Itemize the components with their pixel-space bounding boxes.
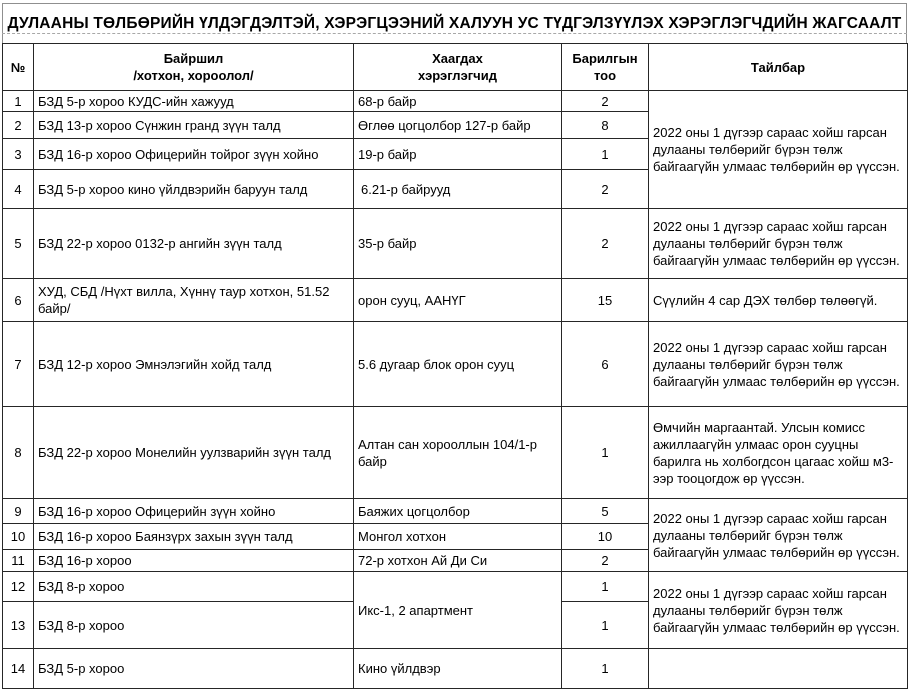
col-header-customers-line2: хэрэглэгчид <box>418 68 497 83</box>
cell-location: БЗД 5-р хороо КУДС-ийн хажууд <box>34 91 354 112</box>
col-header-location-line1: Байршил <box>163 51 224 66</box>
cell-customers: 68-р байр <box>354 91 562 112</box>
cell-no: 7 <box>3 322 34 407</box>
col-header-count <box>562 44 649 91</box>
cell-no: 14 <box>3 649 34 689</box>
header-row <box>3 44 908 91</box>
cell-count: 6 <box>562 322 649 407</box>
cell-remark-rows-12-13: 2022 оны 1 дүгээр сараас хойш гарсан дулааны төлбөрийг бүрэн төлж байгаагүйн улмаас төлбөрийн өр үүссэн. <box>649 572 908 649</box>
table-row <box>3 499 908 524</box>
cell-remark: Өмчийн маргаантай. Улсын комисс ажиллаагүйн улмаас орон сууцны барилга нь холбогдсон цагаас хойш м3-ээр тооцогдож өр үүссэн. <box>649 407 908 499</box>
col-header-no: № <box>3 44 34 91</box>
table-row <box>3 407 908 499</box>
table-row <box>3 209 908 279</box>
cell-count: 1 <box>562 602 649 649</box>
cell-customers: 19-р байр <box>354 139 562 170</box>
cell-no: 10 <box>3 524 34 550</box>
col-header-count-line2: тоо <box>593 68 617 83</box>
cell-customers: 72-р хотхон Ай Ди Си <box>354 550 562 572</box>
cell-no: 11 <box>3 550 34 572</box>
page-title: ДУЛААНЫ ТӨЛБӨРИЙН ҮЛДЭГДЭЛТЭЙ, ХЭРЭГЦЭЭНИЙ ХАЛУУН УС ТҮДГЭЛЗҮҮЛЭХ ХЭРЭГЛЭГЧДИЙН ЖАГСААЛТ <box>2 3 907 43</box>
cell-count: 1 <box>562 139 649 170</box>
cell-remark-rows-9-11: 2022 оны 1 дүгээр сараас хойш гарсан дулааны төлбөрийг бүрэн төлж байгаагүйн улмаас төлбөрийн өр үүссэн. <box>649 499 908 572</box>
cell-customers: 6.21-р байрууд <box>354 170 562 209</box>
col-header-customers-line1: Хаагдах <box>432 51 483 66</box>
cell-customers: 5.6 дугаар блок орон сууц <box>354 322 562 407</box>
cell-count: 10 <box>562 524 649 550</box>
cell-no: 1 <box>3 91 34 112</box>
table-row <box>3 279 908 322</box>
cell-customers: 35-р байр <box>354 209 562 279</box>
cell-count: 1 <box>562 407 649 499</box>
cell-customers-rows-12-13: Икс-1, 2 апартмент <box>354 572 562 649</box>
cell-customers: Алтан сан хорооллын 104/1-р байр <box>354 407 562 499</box>
cell-remark-empty <box>649 649 908 689</box>
cell-location: БЗД 16-р хороо Баянзүрх захын зүүн талд <box>34 524 354 550</box>
cell-count: 2 <box>562 209 649 279</box>
consumer-list-table <box>2 43 908 689</box>
cell-location: БЗД 5-р хороо кино үйлдвэрийн баруун талд <box>34 170 354 209</box>
cell-customers: Кино үйлдвэр <box>354 649 562 689</box>
col-header-remarks: Тайлбар <box>649 44 908 91</box>
cell-no: 8 <box>3 407 34 499</box>
cell-count: 2 <box>562 550 649 572</box>
cell-no: 9 <box>3 499 34 524</box>
cell-location: БЗД 22-р хороо 0132-р ангийн зүүн талд <box>34 209 354 279</box>
cell-count: 2 <box>562 91 649 112</box>
table-row <box>3 322 908 407</box>
cell-location: ХУД, СБД /Нүхт вилла, Хүннү таур хотхон, 51.52 байр/ <box>34 279 354 322</box>
cell-customers: Өглөө цогцолбор 127-р байр <box>354 112 562 139</box>
cell-customers: Баяжих цогцолбор <box>354 499 562 524</box>
cell-count: 15 <box>562 279 649 322</box>
cell-no: 12 <box>3 572 34 602</box>
cell-location: БЗД 16-р хороо Офицерийн зүүн хойно <box>34 499 354 524</box>
cell-location: БЗД 16-р хороо <box>34 550 354 572</box>
cell-location: БЗД 13-р хороо Сүнжин гранд зүүн талд <box>34 112 354 139</box>
cell-no: 5 <box>3 209 34 279</box>
col-header-location <box>34 44 354 91</box>
table-row <box>3 649 908 689</box>
table-row <box>3 572 908 602</box>
cell-location: БЗД 22-р хороо Монелийн уулзварийн зүүн талд <box>34 407 354 499</box>
cell-count: 5 <box>562 499 649 524</box>
cell-location: БЗД 5-р хороо <box>34 649 354 689</box>
cell-location: БЗД 8-р хороо <box>34 602 354 649</box>
col-header-count-line1: Барилгын <box>572 51 638 66</box>
col-header-customers <box>354 44 562 91</box>
cell-remark: Сүүлийн 4 сар ДЭХ төлбөр төлөөгүй. <box>649 279 908 322</box>
cell-no: 13 <box>3 602 34 649</box>
cell-no: 3 <box>3 139 34 170</box>
cell-remark-rows-1-4: 2022 оны 1 дүгээр сараас хойш гарсан дулааны төлбөрийг бүрэн төлж байгаагүйн улмаас төлбөрийн өр үүссэн. <box>649 91 908 209</box>
cell-customers: Монгол хотхон <box>354 524 562 550</box>
page-break-line <box>2 33 907 34</box>
table-row <box>3 91 908 112</box>
cell-location: БЗД 12-р хороо Эмнэлэгийн хойд талд <box>34 322 354 407</box>
sheet <box>2 3 907 689</box>
cell-count: 2 <box>562 170 649 209</box>
cell-location: БЗД 16-р хороо Офицерийн тойрог зүүн хойно <box>34 139 354 170</box>
cell-no: 4 <box>3 170 34 209</box>
cell-location: БЗД 8-р хороо <box>34 572 354 602</box>
cell-count: 8 <box>562 112 649 139</box>
cell-count: 1 <box>562 649 649 689</box>
cell-no: 2 <box>3 112 34 139</box>
col-header-location-line2: /хотхон, хороолол/ <box>133 68 254 83</box>
cell-no: 6 <box>3 279 34 322</box>
cell-remark: 2022 оны 1 дүгээр сараас хойш гарсан дулааны төлбөрийг бүрэн төлж байгаагүйн улмаас төлбөрийн өр үүссэн. <box>649 209 908 279</box>
cell-remark: 2022 оны 1 дүгээр сараас хойш гарсан дулааны төлбөрийг бүрэн төлж байгаагүйн улмаас төлбөрийн өр үүссэн. <box>649 322 908 407</box>
cell-customers: орон сууц, ААНҮГ <box>354 279 562 322</box>
cell-count: 1 <box>562 572 649 602</box>
